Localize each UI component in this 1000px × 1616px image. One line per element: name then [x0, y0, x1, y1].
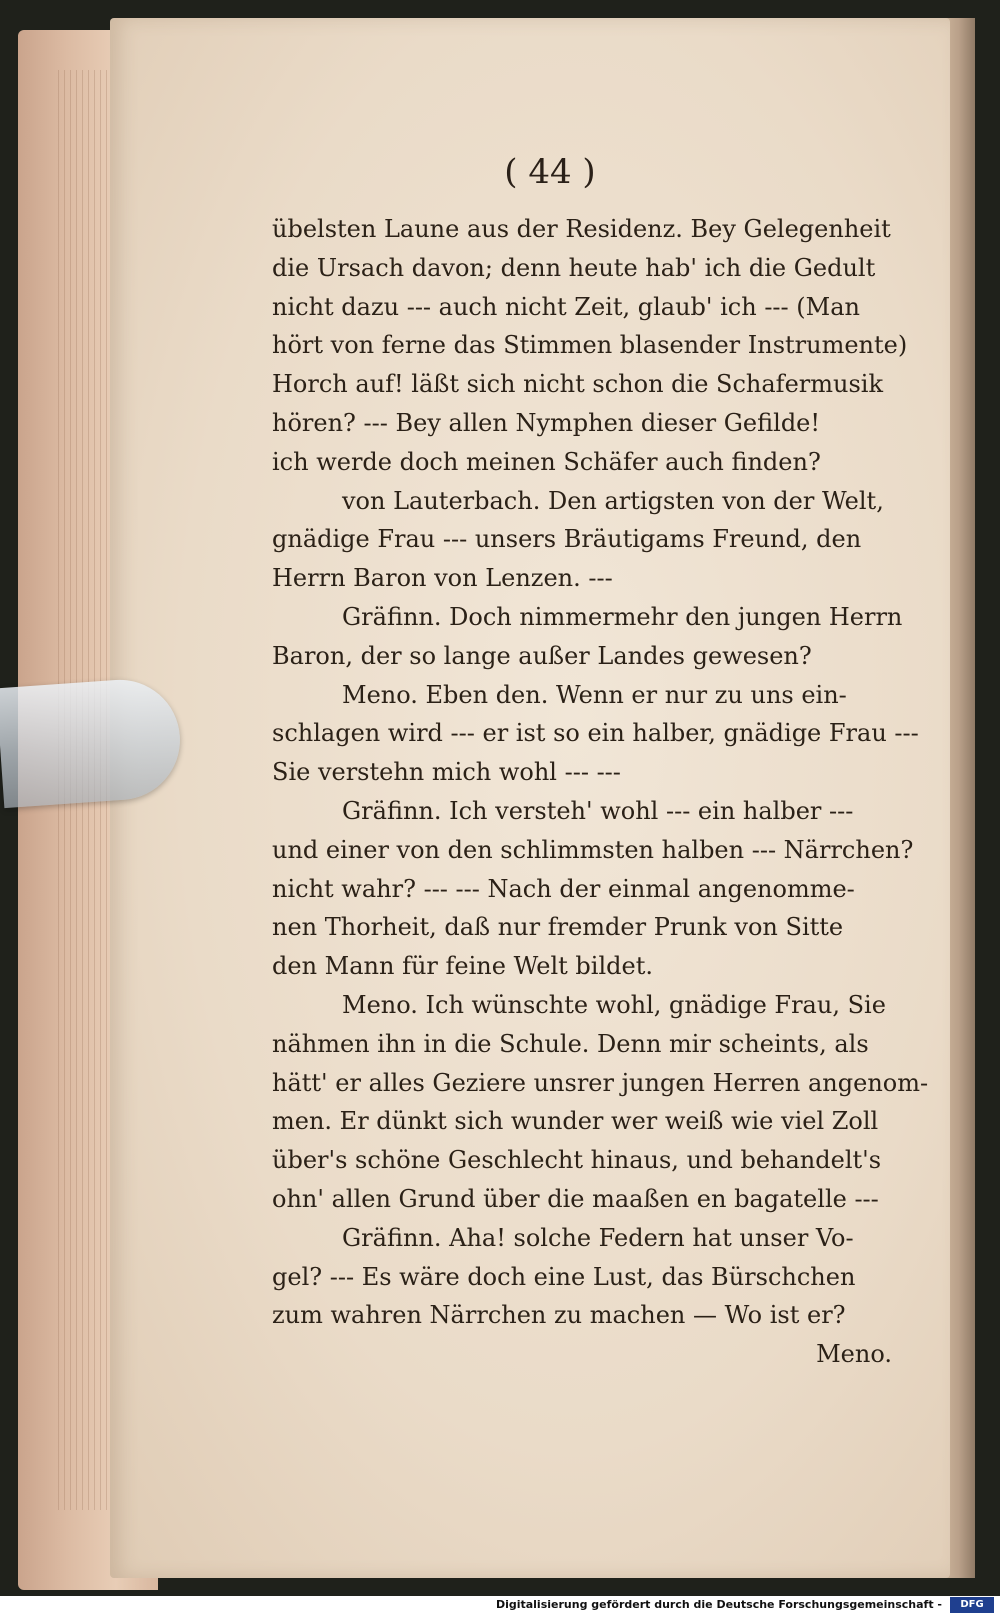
- text-line: Gräfinn. Doch nimmermehr den jungen Herrn: [342, 602, 903, 631]
- text-line: Meno. Eben den. Wenn er nur zu uns ein-: [342, 680, 847, 709]
- text-line: ich werde doch meinen Schäfer auch finden?: [272, 447, 821, 476]
- text-line: die Ursach davon; denn heute hab' ich die Gedult: [272, 253, 876, 282]
- text-line: den Mann für feine Welt bildet.: [272, 952, 653, 981]
- text-line: gnädige Frau --- unsers Bräutigams Freund, den: [272, 525, 862, 554]
- text-line: nen Thorheit, daß nur fremder Prunk von Sitte: [272, 913, 844, 942]
- text-line: von Lauterbach. Den artigsten von der Welt,: [342, 486, 884, 515]
- text-line: Baron, der so lange außer Landes gewesen?: [272, 641, 812, 670]
- text-line: und einer von den schlimmsten halben --- Närrchen?: [272, 835, 914, 864]
- text-line: Meno. Ich wünschte wohl, gnädige Frau, Sie: [342, 990, 886, 1019]
- text-line: nähmen ihn in die Schule. Denn mir scheints, als: [272, 1029, 869, 1058]
- text-line: gel? --- Es wäre doch eine Lust, das Bürschchen: [272, 1262, 856, 1291]
- text-line: Herrn Baron von Lenzen. ---: [272, 564, 613, 593]
- footer-bar: [0, 1596, 1000, 1616]
- text-line: nicht dazu --- auch nicht Zeit, glaub' ich --- (Man: [272, 292, 860, 321]
- text-line: Sie verstehn mich wohl --- ---: [272, 758, 621, 787]
- text-line: hört von ferne das Stimmen blasender Instrumente): [272, 331, 908, 360]
- text-line: über's schöne Geschlecht hinaus, und behandelt's: [272, 1146, 882, 1175]
- catchword: Meno.: [816, 1340, 892, 1369]
- text-line: zum wahren Närrchen zu machen — Wo ist er?: [272, 1301, 846, 1330]
- text-line: hätt' er alles Geziere unsrer jungen Herren angenom-: [272, 1068, 929, 1097]
- text-line: ohn' allen Grund über die maaßen en bagatelle ---: [272, 1184, 879, 1213]
- text-line: men. Er dünkt sich wunder wer weiß wie viel Zoll: [272, 1107, 879, 1136]
- text-line: hören? --- Bey allen Nymphen dieser Gefilde!: [272, 408, 821, 437]
- text-line: übelsten Laune aus der Residenz. Bey Gelegenheit: [272, 215, 891, 243]
- page-text: [272, 210, 929, 1374]
- dfg-logo-icon: DFG: [950, 1597, 994, 1613]
- text-line: Gräfinn. Ich versteh' wohl --- ein halber ---: [342, 796, 854, 825]
- text-line: nicht wahr? --- --- Nach der einmal angenomme-: [272, 874, 855, 903]
- text-line: schlagen wird --- er ist so ein halber, gnädige Frau ---: [272, 719, 919, 748]
- text-line: Horch auf! läßt sich nicht schon die Schafermusik: [272, 370, 883, 399]
- footer-credit: Digitalisierung gefördert durch die Deutsche Forschungsgemeinschaft -: [495, 1598, 942, 1611]
- text-line: Gräfinn. Aha! solche Federn hat unser Vo-: [342, 1223, 854, 1252]
- page-number: ( 44 ): [504, 152, 596, 192]
